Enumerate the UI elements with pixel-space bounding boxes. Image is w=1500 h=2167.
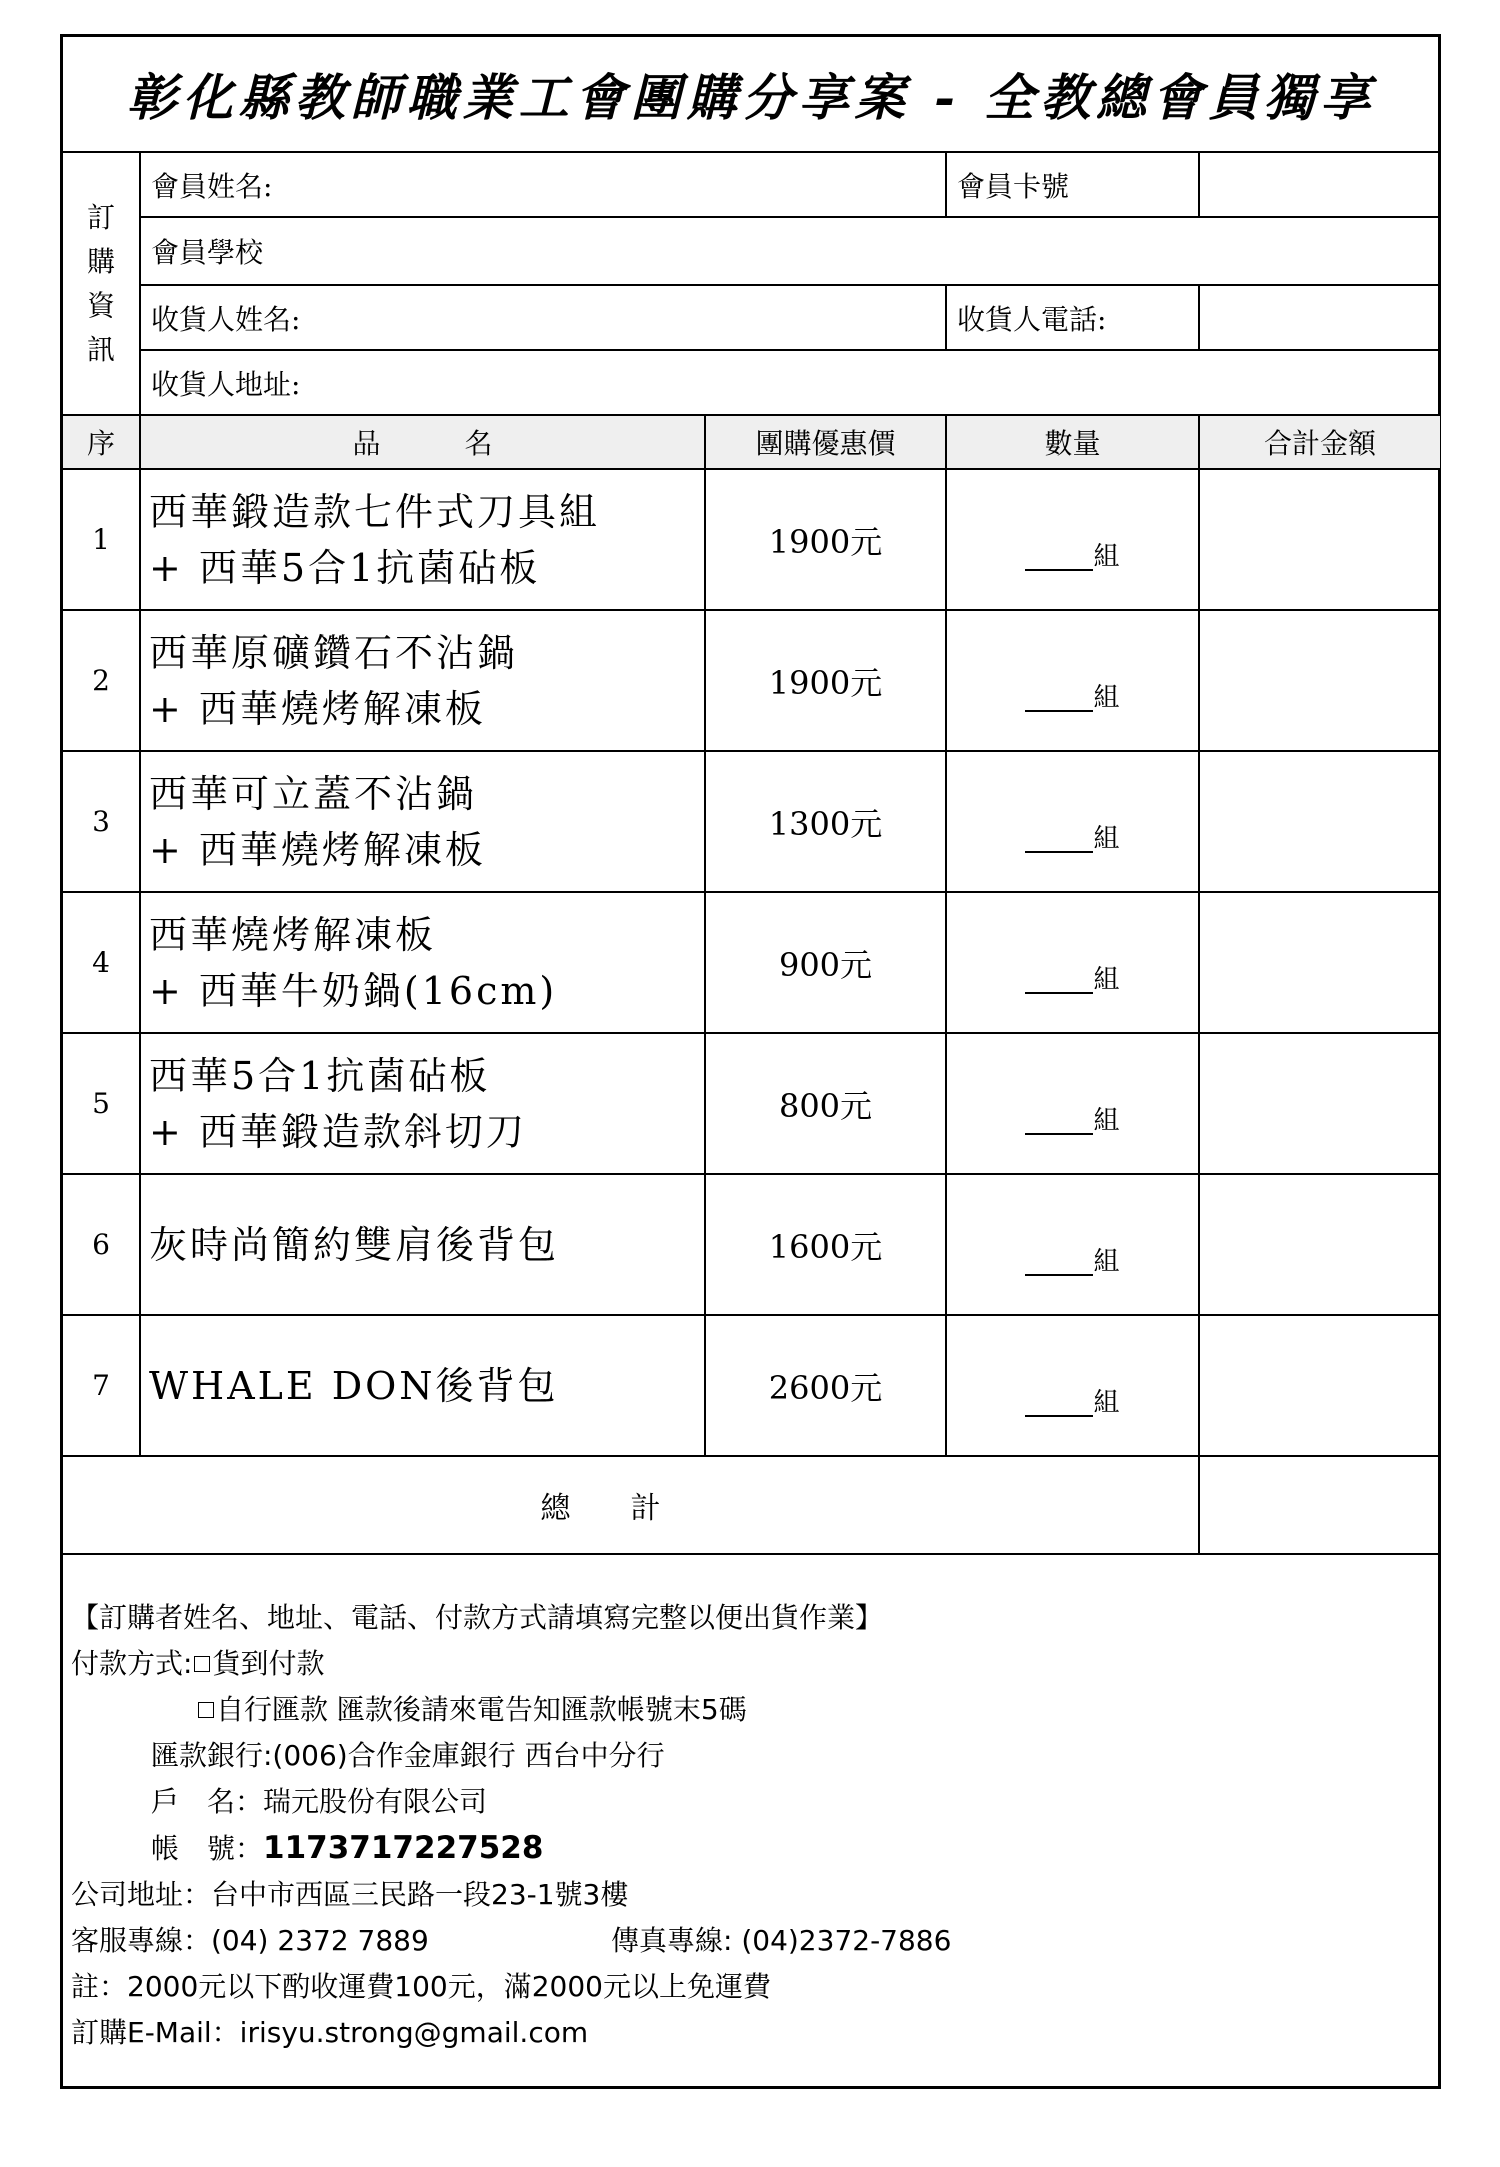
product-line-1: 灰時尚簡約雙肩後背包 [149,1222,560,1267]
table-row [63,1315,1440,1456]
product-line-2: + 西華牛奶鍋(16cm) [149,968,558,1013]
quantity-blank[interactable] [1025,1415,1093,1417]
product-line-2: + 西華5合1抗菌砧板 [149,545,541,590]
notice-text: 【訂購者姓名、地址、電話、付款方式請填寫完整以便出貨作業】 [71,1601,884,1634]
subtotal-field[interactable] [1199,1174,1440,1315]
product-line-2: + 西華燒烤解凍板 [149,827,486,872]
row-seq: 3 [63,751,140,892]
product-name [140,1174,705,1315]
subtotal-field[interactable] [1199,610,1440,751]
product-name [140,610,705,751]
product-line-1: 西華可立蓋不沾鍋 [149,771,478,816]
quantity-unit: 組 [1093,1388,1120,1418]
row-seq: 1 [63,469,140,610]
quantity-field[interactable] [946,1174,1199,1315]
bank-info: 匯款銀行:(006)合作金庫銀行 西台中分行 [151,1739,665,1772]
quantity-blank[interactable] [1025,1133,1093,1135]
payment-option-transfer: 自行匯款 匯款後請來電告知匯款帳號末5碼 [216,1693,747,1726]
subtotal-field[interactable] [1199,892,1440,1033]
account-number-label: 帳 號： [151,1832,264,1865]
product-price: 1300元 [705,751,946,892]
total-label: 總計 [63,1456,1199,1554]
quantity-blank[interactable] [1025,569,1093,571]
order-table [63,37,1440,1555]
quantity-field[interactable] [946,1033,1199,1174]
quantity-field[interactable] [946,1315,1199,1456]
product-line-1: 西華5合1抗菌砧板 [149,1053,491,1098]
header-quantity: 數量 [946,415,1199,469]
quantity-unit: 組 [1093,1247,1120,1277]
quantity-unit: 組 [1093,683,1120,713]
recipient-address-field[interactable]: 收貨人地址: [140,350,1440,415]
quantity-field[interactable] [946,892,1199,1033]
quantity-blank[interactable] [1025,851,1093,853]
order-notes [71,1595,1411,2056]
row-seq: 7 [63,1315,140,1456]
company-address: 公司地址：台中市西區三民路一段23-1號3樓 [71,1878,629,1911]
product-name [140,751,705,892]
quantity-field[interactable] [946,751,1199,892]
subtotal-field[interactable] [1199,751,1440,892]
service-line: 客服專線：(04) 2372 7889 [71,1924,429,1957]
row-seq: 4 [63,892,140,1033]
product-line-1: 西華燒烤解凍板 [149,912,437,957]
product-line-1: 西華鍛造款七件式刀具組 [149,489,601,534]
product-line-2: + 西華燒烤解凍板 [149,686,486,731]
quantity-blank[interactable] [1025,710,1093,712]
checkbox-icon[interactable] [194,1656,210,1672]
checkbox-icon[interactable] [198,1702,214,1718]
quantity-field[interactable] [946,610,1199,751]
recipient-phone-field[interactable] [1199,285,1440,350]
product-price: 900元 [705,892,946,1033]
product-price: 1600元 [705,1174,946,1315]
product-price: 1900元 [705,610,946,751]
table-row [63,1033,1440,1174]
table-row [63,751,1440,892]
member-card-label: 會員卡號 [946,152,1199,217]
total-row [63,1456,1440,1554]
grand-total-field[interactable] [1199,1456,1440,1554]
payment-option-cod: 貨到付款 [212,1647,325,1680]
subtotal-field[interactable] [1199,1033,1440,1174]
quantity-blank[interactable] [1025,1274,1093,1276]
subtotal-field[interactable] [1199,469,1440,610]
table-header-row [63,415,1440,469]
quantity-unit: 組 [1093,824,1120,854]
quantity-unit: 組 [1093,542,1120,572]
product-name [140,892,705,1033]
product-price: 2600元 [705,1315,946,1456]
quantity-unit: 組 [1093,965,1120,995]
table-row [63,1174,1440,1315]
product-price: 1900元 [705,469,946,610]
order-info-label [63,152,140,415]
order-email[interactable]: 訂購E-Mail：irisyu.strong@gmail.com [71,2016,589,2049]
member-card-field[interactable] [1199,152,1440,217]
product-name [140,469,705,610]
product-line-2: + 西華鍛造款斜切刀 [149,1109,527,1154]
quantity-blank[interactable] [1025,992,1093,994]
shipping-note: 註：2000元以下酌收運費100元，滿2000元以上免運費 [71,1970,771,2003]
header-subtotal: 合計金額 [1199,415,1440,469]
member-name-field[interactable]: 會員姓名: [140,152,946,217]
row-seq: 2 [63,610,140,751]
account-number: 1173717227528 [263,1830,544,1866]
header-price: 團購優惠價 [705,415,946,469]
row-seq: 6 [63,1174,140,1315]
header-seq: 序 [63,415,140,469]
member-school-field[interactable]: 會員學校 [140,217,1440,285]
account-name: 戶 名：瑞元股份有限公司 [151,1785,488,1818]
product-name [140,1033,705,1174]
table-row [63,469,1440,610]
recipient-name-field[interactable]: 收貨人姓名: [140,285,946,350]
contact-line [71,1918,1411,1964]
header-product: 品 名 [140,415,705,469]
form-title: 彰化縣教師職業工會團購分享案 - 全教總會員獨享 [63,37,1440,152]
payment-method [71,1641,1411,1687]
product-line-1: WHALE DON後背包 [149,1363,559,1408]
order-form [60,34,1441,2089]
product-price: 800元 [705,1033,946,1174]
fax-line: 傳真專線: (04)2372-7886 [611,1924,952,1957]
row-seq: 5 [63,1033,140,1174]
payment-label: 付款方式: [71,1647,193,1680]
quantity-unit: 組 [1093,1106,1120,1136]
subtotal-field[interactable] [1199,1315,1440,1456]
recipient-phone-label: 收貨人電話: [946,285,1199,350]
quantity-field[interactable] [946,469,1199,610]
product-name [140,1315,705,1456]
account-number-line [71,1825,1411,1872]
product-line-1: 西華原礦鑽石不沾鍋 [149,630,519,675]
order-info-side-text: 訂購資訊 [86,200,115,366]
payment-transfer [71,1687,1411,1733]
table-row [63,610,1440,751]
table-row [63,892,1440,1033]
